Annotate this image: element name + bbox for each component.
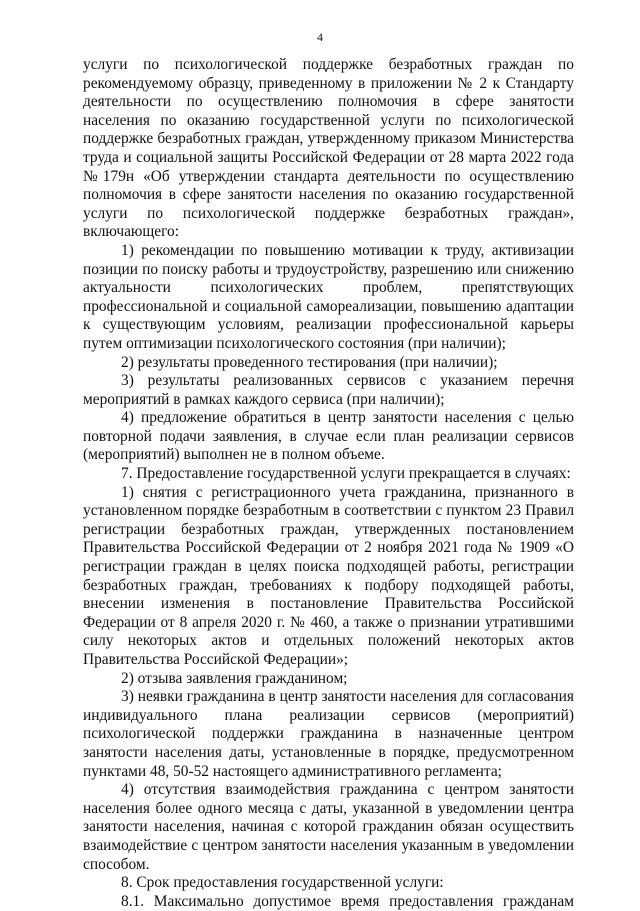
list-item-reapply-offer: 4) предложение обратиться в центр занятости населения с целью повторной подачи заявления, в случае если план реализации сервисов (мероприятий) выполнен не в полном объеме. <box>83 409 574 464</box>
page-number: 4 <box>317 30 323 44</box>
list-item-services-results: 3) результаты реализованных сервисов с указанием перечня мероприятий в рамках каждого сервиса (при наличии); <box>83 372 574 408</box>
list-item-test-results: 2) результаты проведенного тестирования (при наличии); <box>121 353 498 371</box>
paragraph-service-result-form: услуги по психологической поддержке безработных граждан по рекомендуемому образцу, приведенному в приложении № 2 к Стандарту деятельности по осуществлению полномочия в сфере занятости населения по оказанию государственной услуги по психологической поддержке безработных граждан, утвержденному приказом Министерства труда и социальной защиты Российской Федерации от 28 марта 2022 года №179н «Об утверждении стандарта деятельности по осуществлению полномочия в сфере занятости населения по оказанию государственной услуги по психологической поддержке безработных граждан», включающего: <box>83 56 574 241</box>
section-8-heading: 8. Срок предоставления государственной услуги: <box>121 874 444 892</box>
list-item-recommendations: 1) рекомендации по повышению мотивации к труду, активизации позиции по поиску работы и трудоустройству, разрешению или снижению актуальности психологических проблем, препятствующих профессиональной и социальной самореализации, повышению адаптации к существующим условиям, реализации профессиональной карьеры путем оптимизации психологического состояния (при наличии); <box>83 241 574 352</box>
section-7-heading: 7. Предоставление государственной услуги прекращается в случаях: <box>121 465 571 483</box>
document-body <box>83 56 574 911</box>
list-item-no-interaction: 4) отсутствия взаимодействия гражданина с центром занятости населения более одного месяца с даты, указанной в уведомлении центра занятости населения, начиная с которой гражданин обязан осуществить взаимодействие с центром занятости населения указанным в уведомлении способом. <box>83 781 574 873</box>
list-item-withdrawal: 2) отзыва заявления гражданином; <box>121 669 348 687</box>
list-item-deregistration: 1) снятия с регистрационного учета гражданина, признанного в установленном порядке безработным в соответствии с пунктом 23 Правил регистрации безработных граждан, утвержденных постановлением Правительства Российской Федерации от 2 ноября 2021 года № 1909 «О регистрации граждан в целях поиска подходящей работы, регистрации безработных граждан, требованиях к подбору подходящей работы, внесении изменения в постановление Правительства Российской Федерации от 8 апреля 2020 г. № 460, а также о признании утратившими силу некоторых актов и отдельных положений некоторых актов Правительства Российской Федерации»; <box>83 483 574 668</box>
paragraph-8-1: 8.1. Максимально допустимое время предоставления гражданам <box>121 892 574 910</box>
list-item-no-show: 3) неявки гражданина в центр занятости населения для согласования индивидуального плана реализации сервисов (мероприятий) психологической поддержки гражданина в назначенные центром занятости населения даты, установленные в порядке, предусмотренном пунктами 48, 50-52 настоящего административного регламента; <box>83 688 574 780</box>
